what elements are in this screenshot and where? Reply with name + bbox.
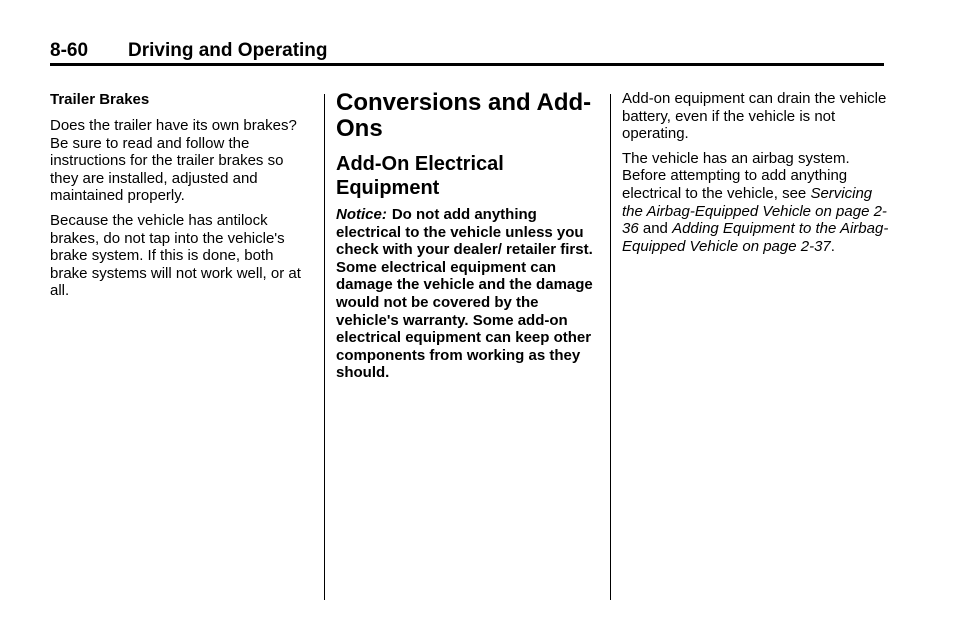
airbag-and: and bbox=[642, 220, 668, 238]
column-divider-2 bbox=[610, 94, 611, 600]
airbag-period: . bbox=[830, 237, 835, 255]
section-title: Conversions and Add-Ons bbox=[336, 89, 592, 142]
column-divider-1 bbox=[324, 94, 325, 600]
airbag-adding-equipment-reference: Adding Equipment to the Airbag-Equipped Vehicle on page 2-37 bbox=[622, 220, 889, 255]
subsection-title: Add-On Electrical Equipment bbox=[336, 153, 504, 199]
page-number: 8-60 bbox=[50, 40, 89, 61]
trailer-brakes-paragraph-1: Does the trailer have its own brakes? Be sure to read and follow the instructions for the trailer brakes so they are installed, adjusted and maintained properly. bbox=[50, 117, 297, 205]
notice-text: Do not add anything electrical to the vehicle unless you check with your dealer/ retailer first. Some electrical equipment can damage the vehicle and the damage would not be covered by the vehicle's warranty. Some add-on electrical equipment can keep other components from working as they should. bbox=[336, 206, 593, 382]
notice-label: Notice: bbox=[336, 206, 387, 223]
trailer-brakes-heading: Trailer Brakes bbox=[50, 91, 150, 108]
column-right bbox=[622, 90, 892, 262]
column-left bbox=[50, 90, 315, 307]
column-middle bbox=[336, 90, 596, 389]
trailer-brakes-paragraph-2: Because the vehicle has antilock brakes, do not tap into the vehicle's brake system. If this is done, both brake systems will not work well, or at all. bbox=[50, 211, 301, 300]
chapter-title: Driving and Operating bbox=[128, 40, 328, 61]
airbag-paragraph bbox=[622, 150, 892, 256]
page-header bbox=[50, 39, 884, 63]
header-rule bbox=[50, 63, 884, 66]
airbag-intro: The vehicle has an airbag system. Before attempting to add anything electrical to the vehicle, see bbox=[622, 149, 850, 202]
airbag-servicing-reference: Servicing the Airbag-Equipped Vehicle on page 2-36 bbox=[622, 184, 887, 238]
notice-paragraph bbox=[336, 206, 596, 382]
battery-paragraph: Add-on equipment can drain the vehicle battery, even if the vehicle is not operating. bbox=[622, 90, 887, 143]
